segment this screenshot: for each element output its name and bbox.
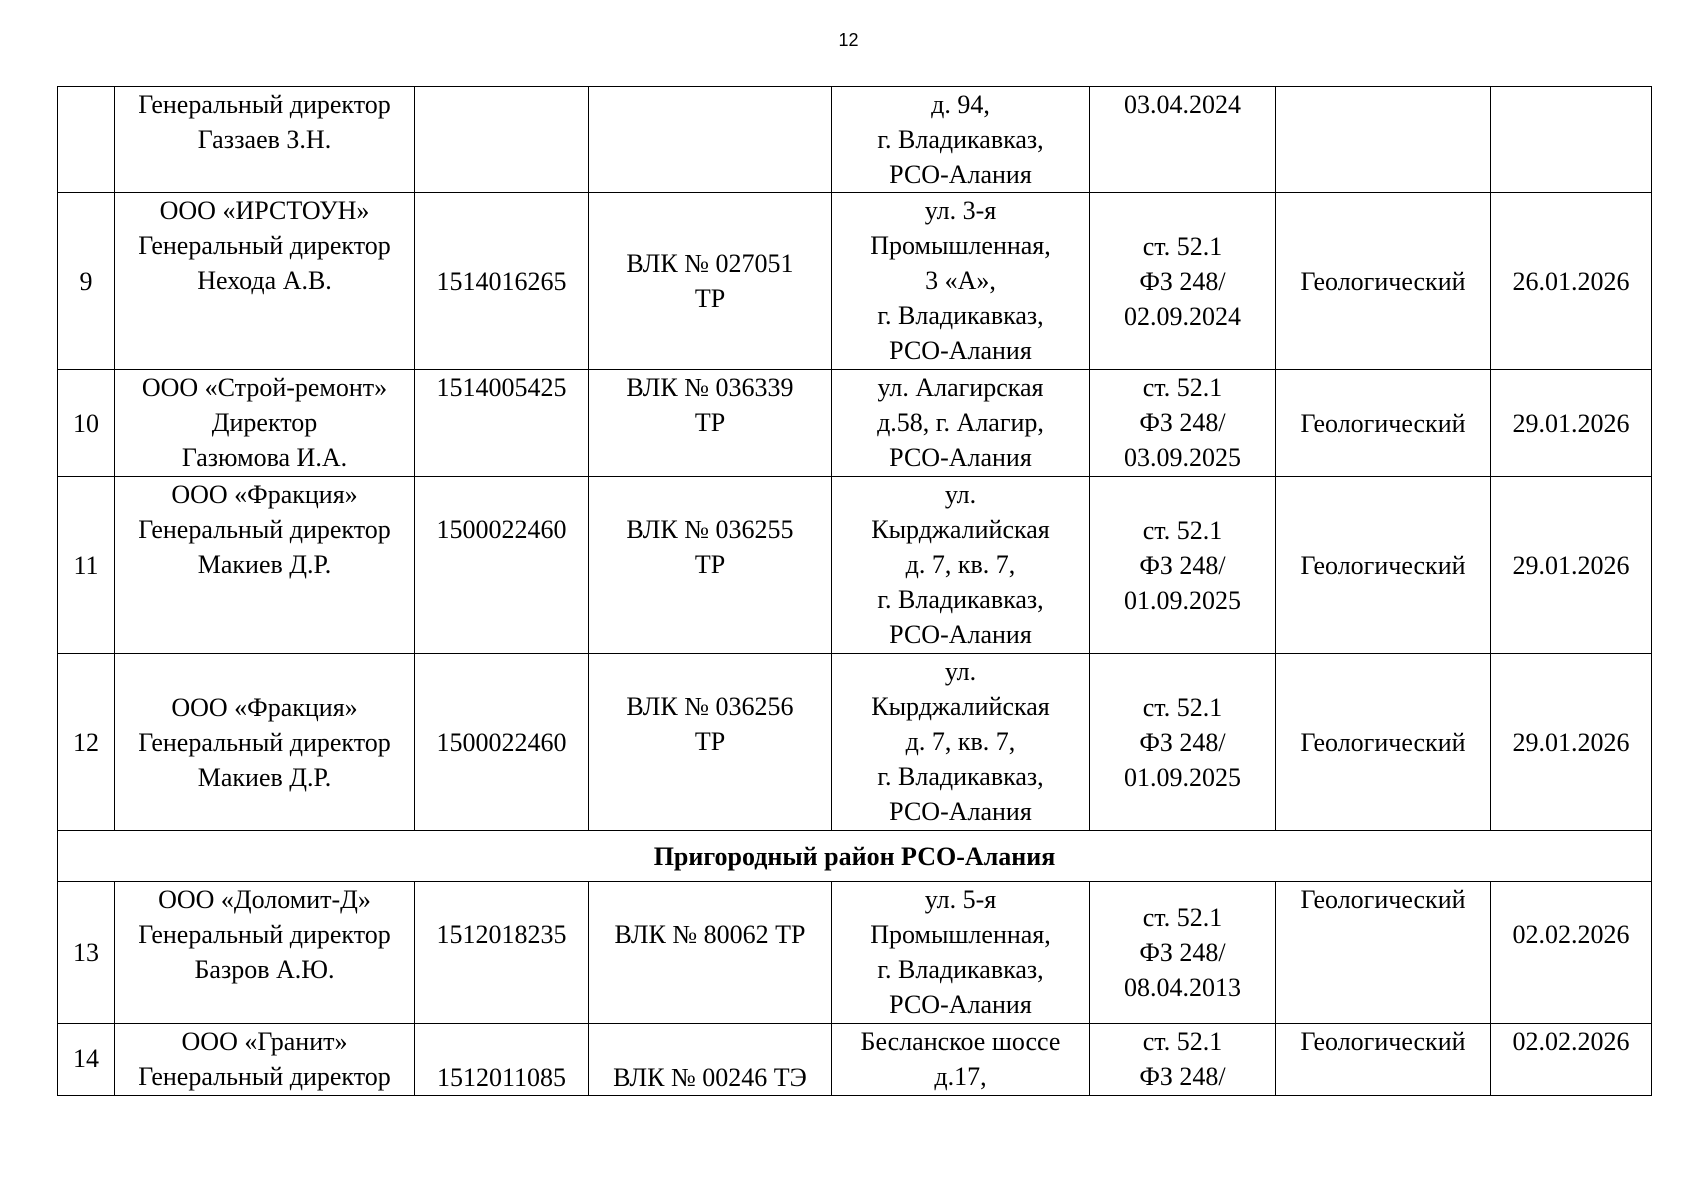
basis-cell (1090, 654, 1276, 831)
table-row (58, 654, 1652, 831)
basis-cell (1090, 1024, 1276, 1096)
basis-line: 03.04.2024 (1124, 90, 1241, 119)
date-cell: 29.01.2026 (1491, 654, 1652, 831)
control-type-cell: Геологический (1276, 370, 1491, 477)
address-line: Кырджалийская (871, 515, 1050, 544)
organization-cell (115, 477, 415, 654)
organization-line: Неходa А.В. (197, 266, 332, 295)
organization-line: Генеральный директор (138, 1062, 391, 1091)
basis-line: 02.09.2024 (1124, 301, 1241, 331)
address-cell (832, 477, 1090, 654)
address-line: д. 94, (931, 90, 990, 119)
control-type-cell (1276, 87, 1491, 193)
license-line: ВЛК № 036255 (626, 515, 794, 544)
control-type-cell: Геологический (1276, 1024, 1491, 1096)
basis-line: ст. 52.1 (1142, 515, 1223, 545)
address-line: РСО-Алания (889, 443, 1032, 472)
basis-cell (1090, 193, 1276, 370)
address-line: д.58, г. Алагир, (877, 408, 1044, 437)
inn-cell: 1514016265 (415, 193, 589, 370)
address-line: ул. (944, 480, 977, 509)
date-value: 02.02.2026 (1512, 920, 1630, 949)
address-line: д. 7, кв. 7, (905, 550, 1016, 579)
organization-cell (115, 370, 415, 477)
basis-line: ст. 52.1 (1142, 373, 1223, 402)
license-line: ТР (694, 408, 726, 437)
organization-line: Газзаев З.Н. (197, 125, 332, 154)
address-line: РСО-Алания (889, 336, 1032, 365)
address-cell (832, 882, 1090, 1024)
control-type-cell: Геологический (1276, 654, 1491, 831)
address-line: г. Владикавказ, (877, 955, 1044, 984)
inn-cell (415, 882, 589, 1024)
license-cell (589, 477, 832, 654)
basis-line: ст. 52.1 (1142, 692, 1223, 722)
address-line: ул. 5-я (924, 885, 997, 914)
organization-line: Директор (211, 408, 318, 437)
organization-cell (115, 882, 415, 1024)
table-row (58, 370, 1652, 477)
license-line: ВЛК № 036256 (626, 692, 794, 721)
address-cell (832, 193, 1090, 370)
basis-cell (1090, 87, 1276, 193)
organization-cell (115, 654, 415, 831)
license-cell (589, 654, 832, 831)
basis-line: ФЗ 248/ (1139, 938, 1226, 967)
organization-line: ООО «Гранит» (181, 1027, 348, 1056)
organization-line: ООО «Строй-ремонт» (141, 373, 388, 402)
address-line: г. Владикавказ, (877, 762, 1044, 791)
organization-line: Генеральный директор (138, 920, 391, 949)
organization-line: Генеральный директор (138, 515, 391, 544)
organization-line: ООО «ИРСТОУН» (159, 196, 370, 225)
address-line: РСО-Алания (889, 160, 1032, 189)
basis-line: ст. 52.1 (1142, 1027, 1223, 1056)
basis-line: 03.09.2025 (1124, 443, 1241, 472)
basis-line: 01.09.2025 (1124, 585, 1241, 615)
license-line: ТР (694, 550, 726, 579)
address-line: г. Владикавказ, (877, 301, 1044, 330)
license-cell (589, 193, 832, 370)
license-line: ВЛК № 80062 ТР (614, 920, 806, 949)
organization-line: Макиев Д.Р. (197, 762, 332, 792)
row-number: 11 (58, 477, 115, 654)
organization-line: Генеральный директор (138, 231, 391, 260)
license-line: ВЛК № 00246 ТЭ (613, 1063, 807, 1092)
license-line: ВЛК № 036339 (626, 373, 794, 402)
license-cell (589, 882, 832, 1024)
basis-line: ФЗ 248/ (1139, 727, 1226, 757)
date-cell: 02.02.2026 (1491, 1024, 1652, 1096)
row-number: 10 (58, 370, 115, 477)
address-cell (832, 370, 1090, 477)
inn-value: 1500022460 (436, 515, 567, 544)
license-cell (589, 370, 832, 477)
date-cell: 29.01.2026 (1491, 370, 1652, 477)
row-number: 12 (58, 654, 115, 831)
date-cell (1491, 882, 1652, 1024)
license-cell (589, 1024, 832, 1096)
organization-line: Базров А.Ю. (194, 955, 335, 984)
control-type-cell: Геологический (1276, 477, 1491, 654)
basis-cell (1090, 882, 1276, 1024)
row-number: 13 (58, 882, 115, 1024)
address-line: Кырджалийская (871, 692, 1050, 721)
address-cell (832, 1024, 1090, 1096)
organization-line: ООО «Фракция» (171, 480, 358, 509)
address-line: ул. Алагирская (877, 373, 1044, 402)
address-cell (832, 87, 1090, 193)
address-line: Бесланское шоссе (860, 1027, 1061, 1056)
address-line: ул. (944, 657, 977, 686)
registry-table (57, 86, 1652, 1096)
organization-line: ООО «Доломит-Д» (158, 885, 371, 914)
organization-cell (115, 193, 415, 370)
basis-line: ст. 52.1 (1142, 231, 1223, 261)
control-type-cell: Геологический (1276, 882, 1491, 1024)
section-title: Пригородный район РСО-Алания (58, 831, 1652, 882)
row-number (58, 1024, 115, 1096)
address-line: РСО-Алания (889, 620, 1032, 649)
date-cell (1491, 87, 1652, 193)
table-row (58, 882, 1652, 1024)
inn-cell: 1500022460 (415, 654, 589, 831)
basis-line: ФЗ 248/ (1139, 266, 1226, 296)
address-line: 3 «А», (925, 266, 996, 295)
address-line: ул. 3-я (924, 196, 997, 225)
basis-line: ФЗ 248/ (1139, 550, 1226, 580)
date-cell: 29.01.2026 (1491, 477, 1652, 654)
organization-line: Генеральный директор (138, 90, 391, 119)
license-line: ВЛК № 027051 (626, 249, 794, 278)
license-line: ТР (694, 284, 726, 313)
inn-cell: 1514005425 (415, 370, 589, 477)
organization-line: Генеральный директор (138, 727, 391, 757)
organization-line: ООО «Фракция» (171, 692, 358, 722)
row-number: 9 (58, 193, 115, 370)
address-cell (832, 654, 1090, 831)
inn-value: 1512018235 (436, 920, 567, 949)
organization-line: Макиев Д.Р. (197, 550, 332, 579)
inn-cell (415, 477, 589, 654)
table-row (58, 477, 1652, 654)
row-number (58, 87, 115, 193)
address-line: РСО-Алания (889, 797, 1032, 826)
address-line: Промышленная, (870, 231, 1051, 260)
inn-cell: 1512011085 (415, 1024, 589, 1096)
address-line: д. 7, кв. 7, (905, 727, 1016, 756)
basis-line: 08.04.2013 (1124, 973, 1241, 1002)
date-cell: 26.01.2026 (1491, 193, 1652, 370)
page-number: 12 (838, 30, 859, 50)
basis-line: ФЗ 248/ (1139, 408, 1226, 437)
basis-line: ст. 52.1 (1142, 903, 1223, 932)
address-line: РСО-Алания (889, 990, 1032, 1019)
license-cell (589, 87, 832, 193)
organization-line: Газюмова И.А. (181, 443, 348, 472)
basis-cell (1090, 370, 1276, 477)
basis-cell (1090, 477, 1276, 654)
control-type-cell: Геологический (1276, 193, 1491, 370)
license-line: ТР (694, 727, 726, 756)
address-line: г. Владикавказ, (877, 125, 1044, 154)
address-line: г. Владикавказ, (877, 585, 1044, 614)
inn-cell (415, 87, 589, 193)
address-line: Промышленная, (870, 920, 1051, 949)
table-row (58, 87, 1652, 193)
basis-line: 01.09.2025 (1124, 762, 1241, 792)
section-header-row (58, 831, 1652, 882)
organization-cell (115, 87, 415, 193)
table-row (58, 1024, 1652, 1096)
basis-line: ФЗ 248/ (1139, 1062, 1226, 1091)
table-row (58, 193, 1652, 370)
organization-cell (115, 1024, 415, 1096)
address-line: д.17, (934, 1062, 987, 1091)
row-number-value: 14 (73, 1044, 99, 1073)
